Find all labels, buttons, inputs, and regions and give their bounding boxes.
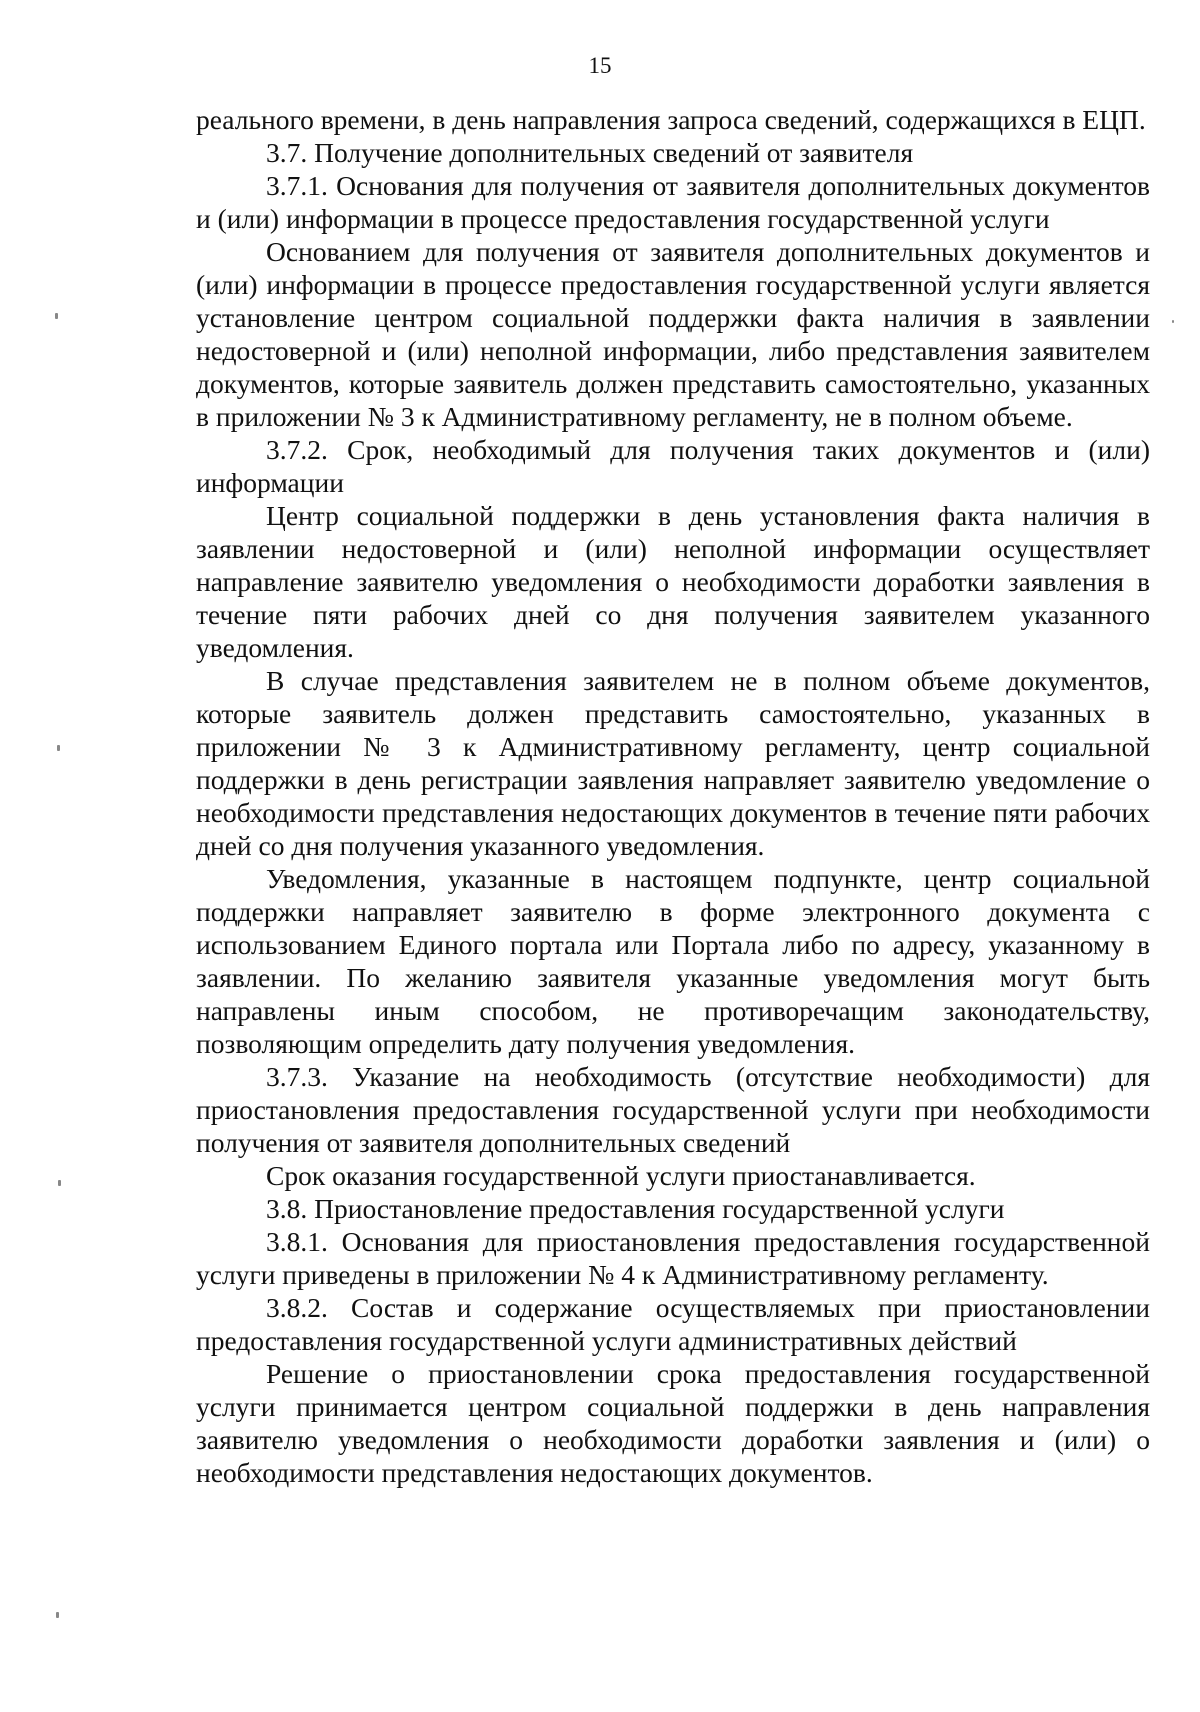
page-number: 15 bbox=[588, 53, 612, 78]
scan-margin-mark bbox=[58, 1180, 61, 1186]
subsection-heading-3-7-1: 3.7.1. Основания для получения от заявителя дополнительных документов и (или) информации в процессе предоставления государственной услуги bbox=[196, 170, 1150, 234]
paragraph: реального времени, в день направления запроса сведений, содержащихся в ЕЦП. bbox=[196, 104, 1146, 135]
paragraph: Срок оказания государственной услуги приостанавливается. bbox=[266, 1160, 976, 1191]
document-body bbox=[196, 103, 1150, 1489]
scan-margin-mark bbox=[1172, 320, 1174, 323]
scan-margin-mark bbox=[56, 1612, 59, 1618]
subsection-heading-3-8-1: 3.8.1. Основания для приостановления предоставления государственной услуги приведены в приложении № 4 к Административному регламенту. bbox=[196, 1226, 1150, 1290]
subsection-heading-3-7-3: 3.7.3. Указание на необходимость (отсутствие необходимости) для приостановления предоставления государственной услуги при необходимости получения от заявителя дополнительных сведений bbox=[196, 1061, 1150, 1158]
paragraph: Уведомления, указанные в настоящем подпункте, центр социальной поддержки направляет заявителю в форме электронного документа с использованием Единого портала или Портала либо по адресу, указанному в заявлении. По желанию заявителя указанные уведомления могут быть направлены иным способом, не противоречащим законодательству, позволяющим определить дату получения уведомления. bbox=[196, 863, 1150, 1059]
subsection-heading-3-7-2: 3.7.2. Срок, необходимый для получения таких документов и (или) информации bbox=[196, 434, 1150, 498]
scan-margin-mark bbox=[57, 745, 60, 751]
subsection-heading-3-8-2: 3.8.2. Состав и содержание осуществляемых при приостановлении предоставления государственной услуги административных действий bbox=[196, 1292, 1150, 1356]
section-heading-3-7: 3.7. Получение дополнительных сведений от заявителя bbox=[266, 137, 914, 168]
paragraph: В случае представления заявителем не в полном объеме документов, которые заявитель должен представить самостоятельно, указанных в приложении № 3 к Административному регламенту, центр социальной поддержки в день регистрации заявления направляет заявителю уведомление о необходимости представления недостающих документов в течение пяти рабочих дней со дня получения указанного уведомления. bbox=[196, 665, 1150, 861]
section-heading-3-8: 3.8. Приостановление предоставления государственной услуги bbox=[266, 1193, 1005, 1224]
paragraph: Решение о приостановлении срока предоставления государственной услуги принимается центром социальной поддержки в день направления заявителю уведомления о необходимости доработки заявления и (или) о необходимости представления недостающих документов. bbox=[196, 1358, 1150, 1488]
scan-margin-mark bbox=[55, 313, 58, 319]
paragraph: Основанием для получения от заявителя дополнительных документов и (или) информации в процессе предоставления государственной услуги является установление центром социальной поддержки факта наличия в заявлении недостоверной и (или) неполной информации, либо представления заявителем документов, которые заявитель должен представить самостоятельно, указанных в приложении № 3 к Административному регламенту, не в полном объеме. bbox=[196, 236, 1150, 432]
paragraph: Центр социальной поддержки в день установления факта наличия в заявлении недостоверной и (или) неполной информации осуществляет направление заявителю уведомления о необходимости доработки заявления в течение пяти рабочих дней со дня получения заявителем указанного уведомления. bbox=[196, 500, 1150, 663]
